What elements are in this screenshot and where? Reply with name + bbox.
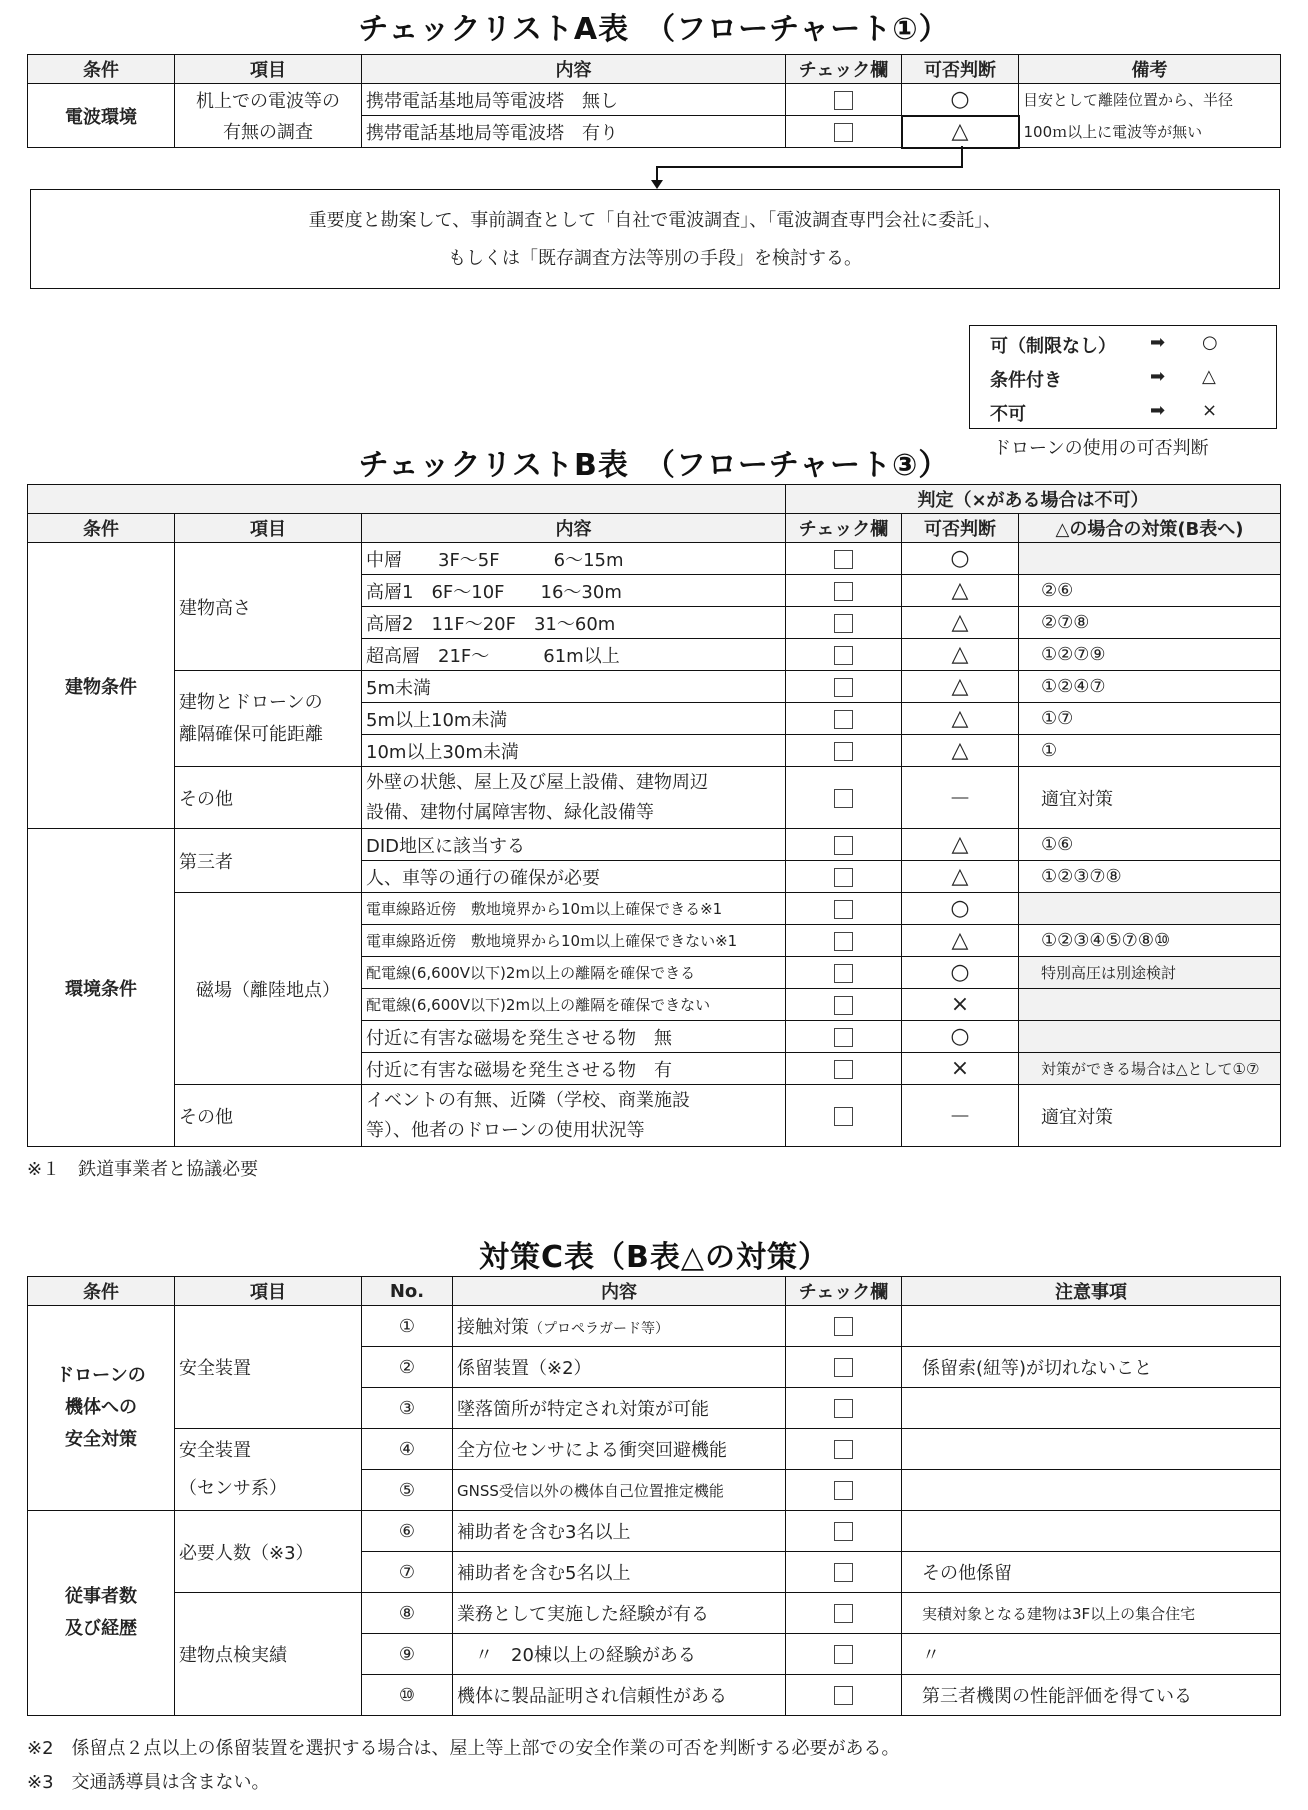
content-text: 接触対策 [457, 1317, 529, 1338]
notes-cell [902, 1306, 1281, 1347]
content-cell: 中層 3F～5F 6～15m [362, 543, 786, 575]
item-line: 安全装置 [179, 1439, 251, 1461]
check-cell[interactable] [786, 1593, 902, 1634]
content-line: 外壁の状態、屋上及び屋上設備、建物周辺 [366, 771, 708, 793]
content-line: イベントの有無、近隣（学校、商業施設 [366, 1089, 690, 1111]
checkbox[interactable] [834, 646, 853, 665]
judge-cell: △ [902, 861, 1019, 893]
arrow-right-icon: ➡ [1150, 332, 1166, 353]
header-content: 内容 [453, 1277, 786, 1306]
table-row [28, 767, 1281, 829]
condition-line: ドローンの [56, 1365, 146, 1386]
condition-cell [28, 1306, 175, 1511]
checkbox[interactable] [834, 1481, 853, 1500]
judge-cell: ○ [902, 84, 1019, 116]
judge-cell: △ [902, 575, 1019, 607]
content-cell: 電車線路近傍 敷地境界から10ｍ以上確保できる※1 [362, 893, 786, 925]
checkbox[interactable] [834, 1522, 853, 1541]
measure-cell: ①⑦ [1019, 703, 1281, 735]
number-cell: ① [362, 1306, 453, 1347]
judge-cell: △ [902, 925, 1019, 957]
content-cell: DID地区に該当する [362, 829, 786, 861]
content-text: 〃 20棟以上の経験がある [457, 1645, 696, 1666]
header-check: チェック欄 [786, 514, 902, 543]
content-text: 業務として実施した経験が有る [457, 1604, 709, 1625]
flow-text-line2: もしくは「既存調査方法等別の手段」を検討する。 [448, 248, 862, 269]
flow-connector-arrow [0, 146, 1308, 192]
content-text: 墜落箇所が特定され対策が可能 [457, 1399, 709, 1420]
checkbox[interactable] [834, 868, 853, 887]
item-cell: その他 [175, 1085, 362, 1147]
footnote-1: ※１ 鉄道事業者と協議必要 [27, 1159, 259, 1180]
legend-row [990, 400, 1026, 426]
checkbox[interactable] [834, 1399, 853, 1418]
number-cell: ⑧ [362, 1593, 453, 1634]
judge-cell: △ [902, 639, 1019, 671]
condition-cell: 電波環境 [28, 84, 175, 148]
content-cell: 高層1 6F～10F 16～30m [362, 575, 786, 607]
legend-mark: ○ [1202, 332, 1218, 353]
table-b [27, 484, 1281, 1147]
table-row [28, 1593, 1281, 1634]
checkbox[interactable] [834, 1604, 853, 1623]
checkbox[interactable] [834, 614, 853, 633]
check-cell[interactable] [786, 767, 902, 829]
check-cell[interactable] [786, 925, 902, 957]
arrow-right-icon: ➡ [1150, 400, 1166, 421]
checkbox[interactable] [834, 1686, 853, 1705]
item-cell: 必要人数（※3） [175, 1511, 362, 1593]
item-cell: 建物点検実績 [175, 1593, 362, 1716]
header-judge: 可否判断 [902, 55, 1019, 84]
legend-label: 可（制限なし） [990, 336, 1116, 357]
item-cell: 建物高さ [175, 543, 362, 671]
measure-cell [1019, 1021, 1281, 1053]
legend-mark: △ [1202, 366, 1216, 387]
condition-line: 機体への [65, 1397, 137, 1418]
header-blank [28, 485, 786, 514]
condition-cell: 建物条件 [28, 543, 175, 829]
content-cell [362, 767, 786, 829]
judge-cell: △ [902, 607, 1019, 639]
checkbox[interactable] [834, 789, 853, 808]
table-row [28, 893, 1281, 925]
measure-cell: ① [1019, 735, 1281, 767]
check-cell[interactable] [786, 575, 902, 607]
checkbox[interactable] [834, 550, 853, 569]
checkbox[interactable] [834, 836, 853, 855]
content-cell [453, 1552, 786, 1593]
header-judge: 可否判断 [902, 514, 1019, 543]
legend-box [969, 325, 1277, 429]
item-cell: 磁場（離陸地点） [175, 893, 362, 1085]
notes-cell: 〃 [902, 1634, 1281, 1675]
footnote-2: ※2 係留点２点以上の係留装置を選択する場合は、屋上等上部での安全作業の可否を判断する必要がある。 [27, 1738, 900, 1759]
notes-cell [902, 1429, 1281, 1470]
remarks-cell: 目安として離陸位置から、半径 [1019, 84, 1281, 116]
checkbox[interactable] [834, 996, 853, 1015]
measure-cell: 対策ができる場合は△として①⑦ [1019, 1053, 1281, 1085]
check-cell[interactable] [786, 735, 902, 767]
check-cell[interactable] [786, 1306, 902, 1347]
item-line: 建物とドローンの [179, 691, 323, 713]
judge-cell: △ [902, 735, 1019, 767]
checkbox[interactable] [834, 932, 853, 951]
content-text: 全方位センサによる衝突回避機能 [457, 1440, 727, 1461]
judge-cell: － [902, 767, 1019, 829]
checkbox[interactable] [834, 710, 853, 729]
item-cell [175, 671, 362, 767]
legend-mark: × [1202, 400, 1218, 421]
header-content: 内容 [362, 514, 786, 543]
check-cell[interactable] [786, 989, 902, 1021]
header-condition: 条件 [28, 1277, 175, 1306]
content-cell: 付近に有害な磁場を発生させる物 有 [362, 1053, 786, 1085]
checkbox[interactable] [834, 900, 853, 919]
measure-cell [1019, 989, 1281, 1021]
content-note: （プロペラガード等） [529, 1321, 669, 1337]
header-condition: 条件 [28, 514, 175, 543]
judge-cell: ○ [902, 893, 1019, 925]
item-line: （センサ系） [179, 1477, 287, 1499]
check-cell[interactable] [786, 607, 902, 639]
check-cell[interactable] [786, 1429, 902, 1470]
judge-cell: △ [902, 116, 1019, 148]
condition-cell [28, 1511, 175, 1716]
checkbox[interactable] [834, 1107, 853, 1126]
check-cell[interactable] [786, 639, 902, 671]
header-measure: △の場合の対策(B表へ) [1019, 514, 1281, 543]
legend-label: 条件付き [990, 370, 1062, 391]
check-cell[interactable] [786, 543, 902, 575]
number-cell: ④ [362, 1429, 453, 1470]
measure-cell: ①②③⑦⑧ [1019, 861, 1281, 893]
content-cell [453, 1429, 786, 1470]
header-item: 項目 [175, 55, 362, 84]
content-text: 係留装置（※2） [457, 1358, 592, 1379]
header-remarks: 備考 [1019, 55, 1281, 84]
judge-cell: △ [902, 703, 1019, 735]
table-row [28, 1306, 1281, 1347]
item-cell: 第三者 [175, 829, 362, 893]
content-text: 補助者を含む3名以上 [457, 1522, 631, 1543]
item-cell: その他 [175, 767, 362, 829]
remarks-cell: 100ｍ以上に電波等が無い [1019, 116, 1281, 148]
checkbox[interactable] [834, 1563, 853, 1582]
notes-cell: 係留索(紐等)が切れないこと [902, 1347, 1281, 1388]
check-cell[interactable] [786, 84, 902, 116]
check-cell[interactable] [786, 1388, 902, 1429]
checkbox[interactable] [834, 1645, 853, 1664]
check-cell[interactable] [786, 957, 902, 989]
judge-cell: － [902, 1085, 1019, 1147]
check-cell[interactable] [786, 1634, 902, 1675]
check-cell[interactable] [786, 116, 902, 148]
measure-cell: ②⑥ [1019, 575, 1281, 607]
judge-cell: ○ [902, 957, 1019, 989]
judge-cell: △ [902, 829, 1019, 861]
judge-cell: × [902, 1053, 1019, 1085]
measure-cell [1019, 543, 1281, 575]
legend-caption: ドローンの使用の可否判断 [993, 438, 1209, 459]
content-cell [453, 1470, 786, 1511]
checkbox[interactable] [834, 123, 853, 142]
judge-cell: ○ [902, 543, 1019, 575]
number-cell: ⑨ [362, 1634, 453, 1675]
measure-cell [1019, 893, 1281, 925]
content-text: 機体に製品証明され信頼性がある [457, 1686, 727, 1707]
content-cell: 配電線(6,600V以下)2m以上の離隔を確保できない [362, 989, 786, 1021]
item-cell: 安全装置 [175, 1306, 362, 1429]
content-cell [453, 1634, 786, 1675]
content-cell [453, 1347, 786, 1388]
check-cell[interactable] [786, 1085, 902, 1147]
content-cell [453, 1388, 786, 1429]
measure-cell: ②⑦⑧ [1019, 607, 1281, 639]
measure-cell: ①②③④⑤⑦⑧⑩ [1019, 925, 1281, 957]
notes-cell [902, 1511, 1281, 1552]
measure-cell: 適宜対策 [1019, 767, 1281, 829]
measure-cell: 特別高圧は別途検討 [1019, 957, 1281, 989]
header-notes: 注意事項 [902, 1277, 1281, 1306]
content-cell: 10m以上30m未満 [362, 735, 786, 767]
checkbox[interactable] [834, 91, 853, 110]
check-cell[interactable] [786, 861, 902, 893]
check-cell[interactable] [786, 671, 902, 703]
legend-row [990, 332, 1116, 358]
table-row [28, 1085, 1281, 1147]
number-cell: ⑦ [362, 1552, 453, 1593]
table-row [28, 1429, 1281, 1470]
item-cell: 机上での電波等の [175, 84, 362, 116]
checkbox[interactable] [834, 1317, 853, 1336]
checkbox[interactable] [834, 742, 853, 761]
check-cell[interactable] [786, 829, 902, 861]
check-cell[interactable] [786, 893, 902, 925]
checkbox[interactable] [834, 678, 853, 697]
number-cell: ③ [362, 1388, 453, 1429]
flow-result-box [30, 189, 1280, 289]
table-row [28, 671, 1281, 703]
item-cell [175, 1429, 362, 1511]
condition-line: 及び経歴 [65, 1618, 137, 1639]
content-cell [453, 1675, 786, 1716]
footnote-3: ※3 交通誘導員は含まない。 [27, 1772, 270, 1793]
check-cell[interactable] [786, 1021, 902, 1053]
content-cell: 高層2 11F～20F 31～60m [362, 607, 786, 639]
content-line: 設備、建物付属障害物、緑化設備等 [366, 801, 654, 823]
table-row [28, 1511, 1281, 1552]
checkbox[interactable] [834, 964, 853, 983]
content-cell: 配電線(6,600V以下)2m以上の離隔を確保できる [362, 957, 786, 989]
check-cell[interactable] [786, 1675, 902, 1716]
notes-cell: 実積対象となる建物は3F以上の集合住宅 [902, 1593, 1281, 1634]
notes-cell [902, 1388, 1281, 1429]
header-judgement-group: 判定（×がある場合は不可） [786, 485, 1281, 514]
check-cell[interactable] [786, 1053, 902, 1085]
condition-line: 安全対策 [65, 1429, 137, 1450]
checkbox[interactable] [834, 1060, 853, 1079]
notes-cell: 第三者機関の性能評価を得ている [902, 1675, 1281, 1716]
check-cell[interactable] [786, 1511, 902, 1552]
number-cell: ⑥ [362, 1511, 453, 1552]
header-item: 項目 [175, 1277, 362, 1306]
measure-cell: ①②⑦⑨ [1019, 639, 1281, 671]
content-text: GNSS受信以外の機体自己位置推定機能 [457, 1481, 724, 1500]
content-cell: 電車線路近傍 敷地境界から10ｍ以上確保できない※1 [362, 925, 786, 957]
content-cell: 携帯電話基地局等電波塔 有り [362, 116, 786, 148]
judge-cell: ○ [902, 1021, 1019, 1053]
content-cell [362, 1085, 786, 1147]
check-cell[interactable] [786, 1470, 902, 1511]
content-line: 等）、他者のドローンの使用状況等 [366, 1119, 645, 1141]
arrow-right-icon: ➡ [1150, 366, 1166, 387]
notes-cell [902, 1470, 1281, 1511]
check-cell[interactable] [786, 1552, 902, 1593]
content-cell: 付近に有害な磁場を発生させる物 無 [362, 1021, 786, 1053]
table-row [28, 829, 1281, 861]
table-b-title: チェックリストB表 （フローチャート③） [358, 448, 950, 483]
content-text: 補助者を含む5名以上 [457, 1563, 631, 1584]
item-line: 離隔確保可能距離 [179, 723, 323, 745]
content-cell [453, 1593, 786, 1634]
flow-text-line1: 重要度と勘案して、事前調査として「自社で電波調査」、「電波調査専門会社に委託」、 [308, 210, 1002, 231]
condition-line: 従事者数 [65, 1586, 137, 1607]
table-a-title: チェックリストA表 （フローチャート①） [358, 12, 950, 47]
header-item: 項目 [175, 514, 362, 543]
condition-cell: 環境条件 [28, 829, 175, 1147]
checkbox[interactable] [834, 1358, 853, 1377]
table-c [27, 1276, 1281, 1716]
judge-cell: × [902, 989, 1019, 1021]
measure-cell: ①②④⑦ [1019, 671, 1281, 703]
header-content: 内容 [362, 55, 786, 84]
legend-row [990, 366, 1062, 392]
judge-cell: △ [902, 671, 1019, 703]
notes-cell: その他係留 [902, 1552, 1281, 1593]
table-a [27, 54, 1281, 149]
checkbox[interactable] [834, 1440, 853, 1459]
table-c-title: 対策C表（B表△の対策） [479, 1240, 829, 1275]
legend-label: 不可 [990, 404, 1026, 425]
number-cell: ⑤ [362, 1470, 453, 1511]
number-cell: ② [362, 1347, 453, 1388]
check-cell[interactable] [786, 1347, 902, 1388]
item-cell: 有無の調査 [175, 116, 362, 148]
header-no: No. [362, 1277, 453, 1306]
measure-cell: 適宜対策 [1019, 1085, 1281, 1147]
content-cell [453, 1511, 786, 1552]
checkbox[interactable] [834, 1028, 853, 1047]
measure-cell: ①⑥ [1019, 829, 1281, 861]
content-cell: 携帯電話基地局等電波塔 無し [362, 84, 786, 116]
content-cell [453, 1306, 786, 1347]
header-condition: 条件 [28, 55, 175, 84]
header-check: チェック欄 [786, 55, 902, 84]
header-check: チェック欄 [786, 1277, 902, 1306]
content-cell: 5m以上10m未満 [362, 703, 786, 735]
check-cell[interactable] [786, 703, 902, 735]
content-cell: 超高層 21F～ 61m以上 [362, 639, 786, 671]
checkbox[interactable] [834, 582, 853, 601]
table-row [28, 543, 1281, 575]
content-cell: 5m未満 [362, 671, 786, 703]
number-cell: ⑩ [362, 1675, 453, 1716]
content-cell: 人、車等の通行の確保が必要 [362, 861, 786, 893]
